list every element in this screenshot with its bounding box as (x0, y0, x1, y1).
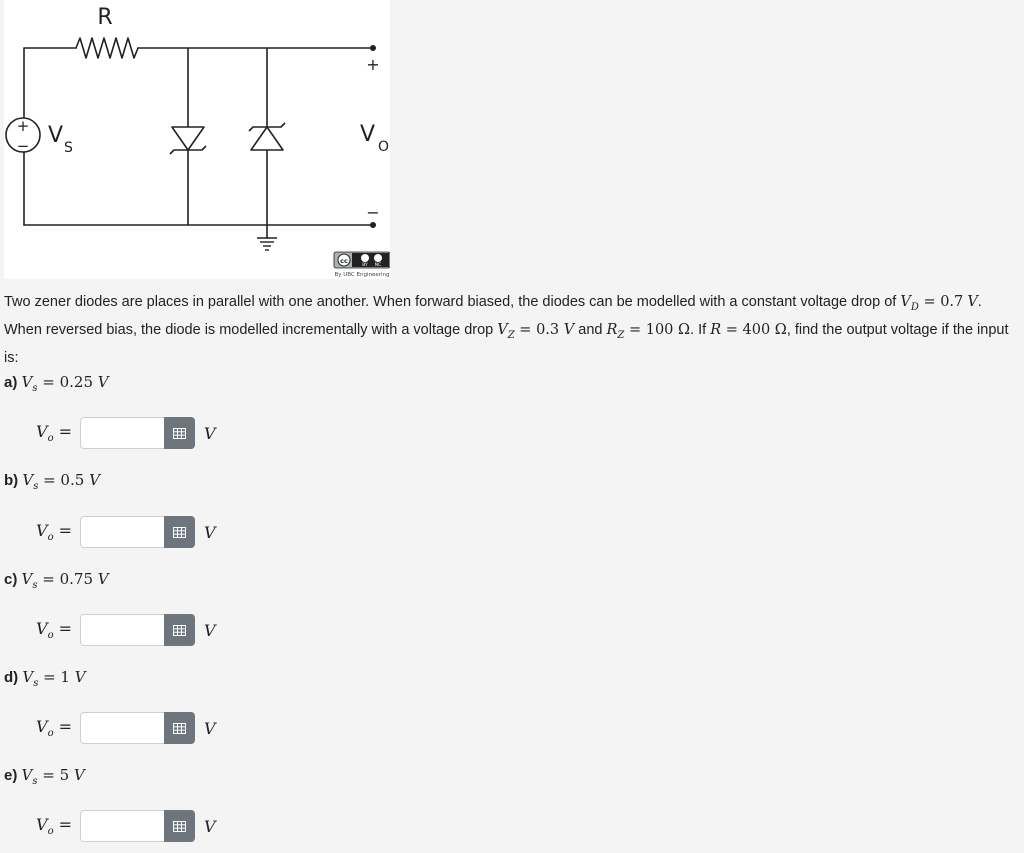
output-minus-sign: − (366, 203, 380, 222)
resistor-label: R (97, 5, 113, 30)
answer-label: $V_o$ = (36, 421, 73, 445)
part-e-label: e) $V_s = 5$ V (4, 766, 85, 787)
output-terminal-top (370, 45, 376, 51)
zener-diode-1-symbol (170, 127, 206, 154)
part-b-label: b) $V_s = 0.5$ V (4, 471, 100, 492)
answer-input-a[interactable] (80, 417, 164, 449)
source-label: V (48, 123, 64, 148)
ground-symbol (257, 238, 277, 250)
keypad-icon (173, 723, 186, 734)
problem-statement: Two zener diodes are places in parallel with one another. When forward biased, the diodes can be modelled with a constant voltage drop of $V_D = 0.7$ V. When reversed bias, the diode is modelled incrementally with a voltage drop $V_Z = 0.3$ V and $R_Z = 100$ Ω. If R = 400 Ω, find the output voltage if the input is: (4, 294, 1009, 366)
answer-unit: V (204, 816, 216, 836)
answer-unit: V (204, 522, 216, 542)
part-a-label: a) $V_s = 0.25$ V (4, 373, 109, 394)
answer-unit: V (204, 423, 216, 443)
answer-input-b[interactable] (80, 516, 164, 548)
keypad-icon (173, 527, 186, 538)
resistor-symbol (76, 38, 138, 58)
part-c-label: c) $V_s = 0.75$ V (4, 570, 109, 591)
output-label: V (360, 122, 376, 147)
keypad-button-d[interactable] (164, 712, 195, 744)
source-plus-sign: + (16, 117, 30, 135)
output-plus-sign: + (366, 55, 380, 74)
keypad-icon (173, 625, 186, 636)
answer-row-b (36, 516, 216, 548)
keypad-button-c[interactable] (164, 614, 195, 646)
cc-license-badge (334, 252, 390, 268)
answer-label: $V_o$ = (36, 520, 73, 544)
circuit-diagram (4, 0, 390, 279)
answer-row-c (36, 614, 216, 646)
answer-row-e (36, 810, 216, 842)
answer-row-d (36, 712, 216, 744)
circuit-figure (4, 0, 390, 279)
by-badge-text: BY (362, 263, 368, 268)
keypad-button-a[interactable] (164, 417, 195, 449)
answer-input-c[interactable] (80, 614, 164, 646)
keypad-icon (173, 428, 186, 439)
answer-label: $V_o$ = (36, 618, 73, 642)
answer-input-d[interactable] (80, 712, 164, 744)
keypad-button-b[interactable] (164, 516, 195, 548)
answer-unit: V (204, 620, 216, 640)
part-d-label: d) $V_s = 1$ V (4, 668, 86, 689)
answer-unit: V (204, 718, 216, 738)
output-subscript: O (378, 139, 390, 155)
answer-row-a (36, 417, 216, 449)
source-subscript: S (64, 140, 73, 156)
answer-label: $V_o$ = (36, 814, 73, 838)
answer-label: $V_o$ = (36, 716, 73, 740)
cc-badge-text: cc (340, 257, 348, 265)
output-terminal-bottom (370, 222, 376, 228)
answer-input-e[interactable] (80, 810, 164, 842)
source-minus-sign: − (16, 137, 30, 155)
keypad-button-e[interactable] (164, 810, 195, 842)
nc-badge-text: NC (374, 263, 382, 268)
keypad-icon (173, 821, 186, 832)
license-credit: By UBC Engineering (334, 272, 390, 278)
zener-diode-2-symbol (249, 123, 285, 150)
